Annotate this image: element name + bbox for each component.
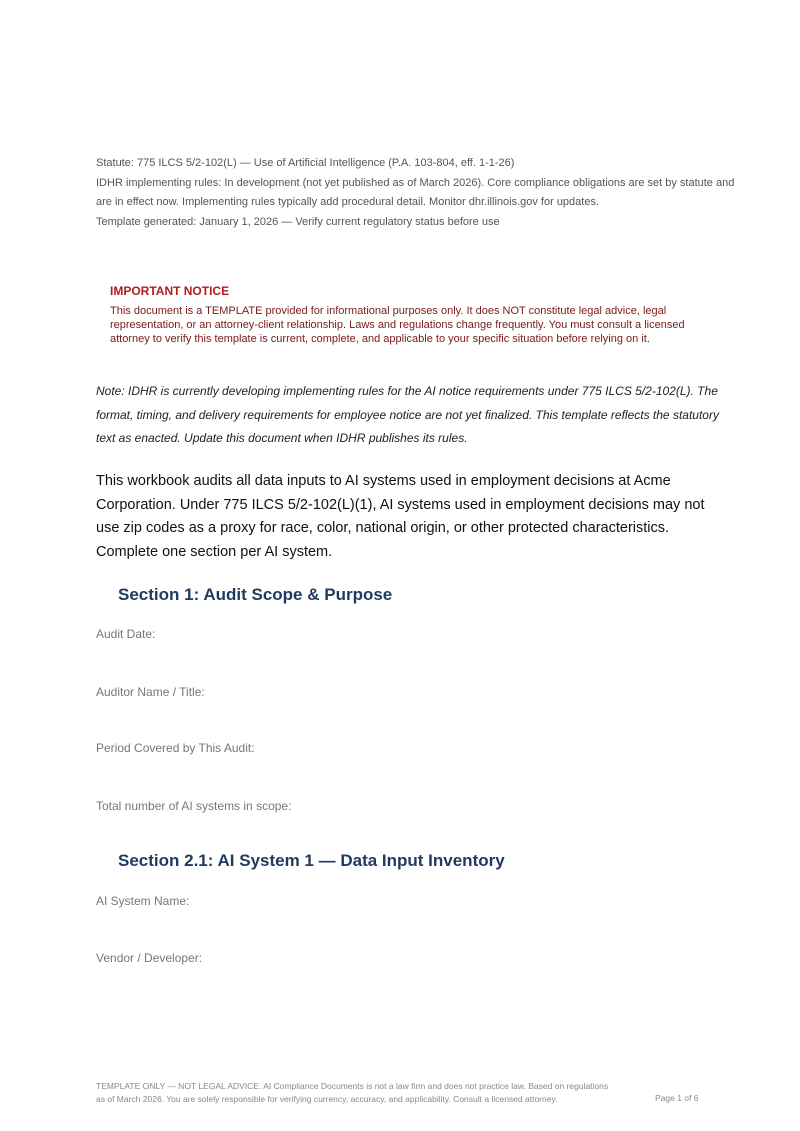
section-2-1-heading: Section 2.1: AI System 1 — Data Input Inventory [118, 851, 505, 870]
document-metadata [96, 154, 736, 232]
statute-line: Statute: 775 ILCS 5/2-102(L) — Use of Artificial Intelligence (P.A. 103-804, eff. 1-1-26) [96, 157, 515, 169]
field-vendor: Vendor / Developer: [96, 951, 203, 965]
field-total-systems: Total number of AI systems in scope: [96, 799, 292, 813]
rules-line: IDHR implementing rules: In development (not yet published as of March 2026). Core compliance obligations are set by statute and are in effect now. Implementing rules typically add procedural detail. Monitor dhr.illinois.gov for updates. [96, 176, 735, 208]
notice-body: This document is a TEMPLATE provided for informational purposes only. It does NOT constitute legal advice, legal representation, or an attorney-client relationship. Laws and regulations change frequently. You must consult a licensed attorney to verify this template is current, complete, and applicable to your specific situation before relying on it. [110, 305, 685, 345]
notice-title: IMPORTANT NOTICE [110, 284, 230, 298]
page-number: Page 1 of 6 [655, 1093, 699, 1103]
section-1-heading: Section 1: Audit Scope & Purpose [118, 585, 393, 604]
idhr-note: Note: IDHR is currently developing implementing rules for the AI notice requirements under 775 ILCS 5/2-102(L). The format, timing, and delivery requirements for employee notice are not yet finalized. This template reflects the statutory text as enacted. Update this document when IDHR publishes its rules. [96, 384, 719, 445]
important-notice [110, 284, 710, 346]
generated-line: Template generated: January 1, 2026 — Verify current regulatory status before use [96, 215, 500, 228]
field-auditor-name: Auditor Name / Title: [96, 685, 205, 699]
intro-paragraph: This workbook audits all data inputs to AI systems used in employment decisions at Acme Corporation. Under 775 ILCS 5/2-102(L)(1), AI systems used in employment decisions may not use zip codes as a proxy for race, color, national origin, or other protected characteristics. Complete one section per AI system. [96, 473, 705, 560]
field-ai-system-name: AI System Name: [96, 894, 190, 908]
field-period-covered: Period Covered by This Audit: [96, 741, 255, 755]
footer-disclaimer: TEMPLATE ONLY — NOT LEGAL ADVICE. AI Compliance Documents is not a law firm and does not practice law. Based on regulations as of March 2026. You are solely responsible for verifying currency, accuracy, and applicability. Consult a licensed attorney. [96, 1081, 609, 1104]
field-audit-date: Audit Date: [96, 627, 156, 641]
